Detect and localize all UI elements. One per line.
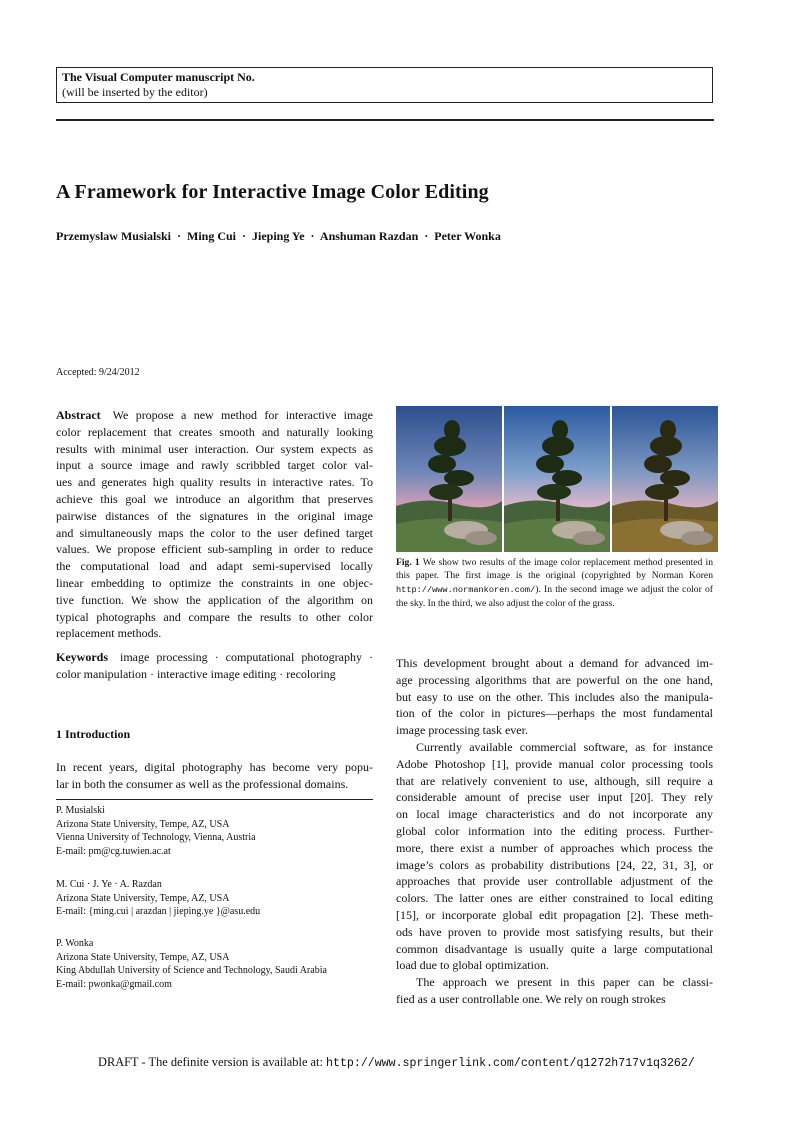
caption-url[interactable]: http://www.normankoren.com/ — [396, 584, 536, 595]
text-line: but easy to use on the other. This includes also the manipula- — [396, 689, 713, 704]
caption-text-b: ). In the second image we adjust the color of the sky. In the third, we also adjust the color of the grass. — [396, 583, 713, 609]
text-line: replacement methods. — [56, 626, 162, 641]
text-line: that are relatively convenient to use, although, sill require a — [396, 773, 713, 788]
text-line: load due to global optimization. — [396, 958, 549, 973]
text-line — [56, 649, 373, 666]
affiliation-line: Vienna University of Technology, Vienna, Austria — [56, 832, 256, 844]
text-line: global color information into the editing process. Further- — [396, 823, 713, 838]
text-line: tion of the color in pictures—perhaps the most fundamental — [396, 706, 713, 721]
text-line: [15], or incorporate global edit propagation [2]. These meth- — [396, 907, 713, 922]
affiliation-line: King Abdullah University of Science and Technology, Saudi Arabia — [56, 965, 327, 977]
accepted-date: Accepted: 9/24/2012 — [56, 367, 140, 378]
caption-text-a: We show two results of the image color replacement method presented in this paper. The first image is the original (copyrighted by Norman Koren — [396, 557, 714, 582]
affiliation-line: Arizona State University, Tempe, AZ, USA — [56, 951, 230, 963]
text-line: values. We propose efficient sub-sampling in order to reduce — [56, 542, 373, 557]
affiliation-line: P. Musialski — [56, 805, 105, 816]
figure-1 — [396, 406, 719, 552]
tree-photo-sky-grass-adjusted — [612, 406, 718, 552]
keywords-block — [56, 649, 373, 683]
text-line: common disadvantage is usually quite a large computational — [396, 941, 713, 956]
paper-title: A Framework for Interactive Image Color Editing — [56, 181, 489, 203]
text-line: color manipulation · interactive image editing · recoloring — [56, 666, 336, 681]
affiliation-line: E-mail: pwonka@gmail.com — [56, 978, 172, 990]
affiliation-block — [56, 878, 260, 919]
manuscript-header-box — [56, 67, 713, 103]
affiliation-block — [56, 804, 256, 858]
affiliation-line: Arizona State University, Tempe, AZ, USA — [56, 892, 230, 904]
text-line: Currently available commercial software, as for instance — [416, 739, 713, 754]
draft-notice — [98, 1055, 695, 1070]
text-line: more, there exist a number of approaches which process the — [396, 840, 713, 855]
text-line: and simultaneously maps the color to the user defined target — [56, 525, 373, 540]
affiliation-block — [56, 937, 327, 991]
text-line: colors. The latter ones are either constrained to local editing — [396, 891, 713, 906]
body-paragraph — [396, 974, 713, 1008]
text-line: input a source image and rawly scribbled target color val- — [56, 458, 373, 473]
tree-photo-sky-adjusted — [504, 406, 610, 552]
affiliation-line: E-mail: {ming.cui | arazdan | jieping.ye }@asu.edu — [56, 906, 261, 918]
affiliation-line: P. Wonka — [56, 938, 94, 949]
text-line: lar in both the consumer as well as the professional domains. — [56, 776, 349, 791]
text-line: tive function. We show the application of the algorithm on — [56, 592, 373, 607]
text-line: Adobe Photoshop [1], provide manual color processing tools — [396, 756, 713, 771]
keywords-label: Keywords — [56, 650, 108, 664]
affiliation-line: Arizona State University, Tempe, AZ, USA — [56, 818, 230, 830]
figure-label: Fig. 1 — [396, 557, 420, 568]
text-line: considerable amount of precise user input [20]. They rely — [396, 790, 713, 805]
right-column-body — [396, 655, 713, 1008]
text-line: on local image characteristics and do not incorporate any — [396, 807, 713, 822]
text-line: age processing algorithms that are powerful on the one hand, — [396, 672, 713, 687]
manuscript-line1: The Visual Computer manuscript No. — [62, 70, 255, 84]
figure-caption — [396, 556, 713, 610]
text-line — [56, 407, 373, 424]
text-line: In recent years, digital photography has become very popu- — [56, 760, 373, 774]
abstract-block — [56, 407, 373, 642]
tree-photo-original — [396, 406, 502, 552]
text-line: approaches that provide user controllable adjustment of the — [396, 874, 713, 889]
text-segment: image processing · computational photography · — [120, 650, 373, 664]
affiliation-line: M. Cui · J. Ye · A. Razdan — [56, 879, 162, 890]
abstract-label: Abstract — [56, 408, 101, 422]
draft-text: DRAFT - The definite version is available at: — [98, 1055, 327, 1069]
manuscript-line2: (will be inserted by the editor) — [62, 85, 208, 99]
text-line: The approach we present in this paper can be classi- — [416, 975, 713, 990]
body-paragraph — [396, 655, 713, 739]
text-line: ods have proven to provide most satisfying results, but their — [396, 924, 713, 939]
text-line: pairwise distances of the signatures in the original image — [56, 508, 373, 523]
text-line: color replacement that creates smooth and naturally looking — [56, 424, 373, 439]
text-line: achieve this goal we introduce an algorithm that preserves — [56, 491, 373, 506]
text-line: ues and generates high quality results in interactive rates. To — [56, 475, 373, 490]
text-line: the computational load and adapt semi-supervised locally — [56, 559, 373, 574]
text-line: image’s colors as probability distributions [24, 22, 31, 3], or — [396, 857, 713, 872]
text-line: This development brought about a demand for advanced im- — [396, 656, 713, 670]
introduction-text — [56, 759, 373, 793]
text-line: linear embedding to optimize the constraints in one objec- — [56, 575, 373, 590]
affiliation-line: E-mail: pm@cg.tuwien.ac.at — [56, 845, 171, 857]
text-line: typical photographs and compare the results to other color — [56, 609, 373, 624]
text-line: results with minimal user interaction. Our system expects as — [56, 441, 373, 456]
footnote-rule — [56, 799, 373, 800]
text-line: fied as a user controllable one. We rely on rough strokes — [396, 991, 666, 1006]
body-paragraph — [396, 739, 713, 974]
author-list: Przemyslaw Musialski · Ming Cui · Jieping Ye · Anshuman Razdan · Peter Wonka — [56, 229, 501, 243]
text-segment: We propose a new method for interactive image — [112, 408, 373, 422]
introduction-heading: 1 Introduction — [56, 727, 131, 741]
header-rule — [56, 119, 714, 121]
draft-url[interactable]: http://www.springerlink.com/content/q1272h717v1q3262/ — [326, 1057, 695, 1070]
text-line: image processing task ever. — [396, 723, 528, 738]
